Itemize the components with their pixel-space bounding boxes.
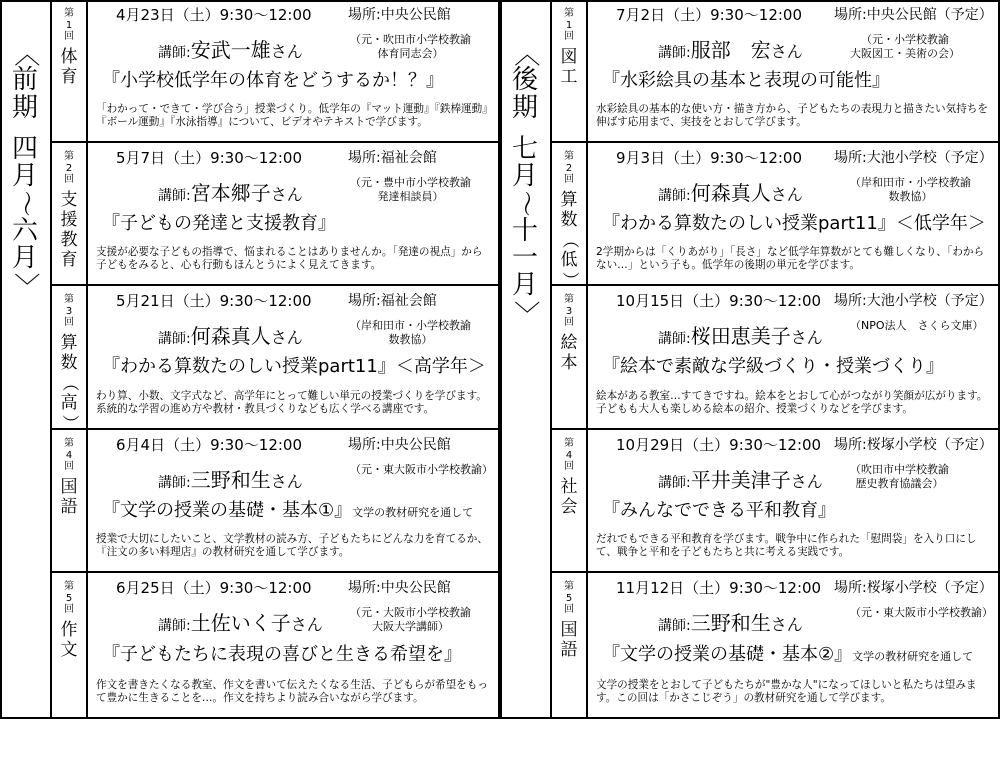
session-content [88, 573, 500, 719]
session-number-char: 回 [564, 604, 574, 615]
session-date: 5月21日（土）9:30〜12:00 [116, 292, 312, 310]
session-number [564, 8, 574, 43]
lecturer-affiliation [350, 463, 493, 477]
subject-char: 体 [60, 46, 78, 67]
lecturer-label: 講師: [658, 45, 691, 61]
lecturer [158, 177, 303, 206]
lecturer [658, 464, 823, 493]
affiliation-line: （元・東大阪市小学校教諭） [850, 606, 993, 619]
session-number-char: 第 [64, 581, 74, 592]
affiliation-line: （吹田市中学校教諭 [850, 463, 949, 476]
subject-char: 育 [60, 66, 78, 87]
lecturer [158, 464, 303, 493]
lecturer [658, 320, 823, 349]
session-theme [602, 352, 944, 378]
session-number-column [50, 286, 88, 432]
session-number-char: 回 [64, 174, 74, 185]
lecturer-label: 講師: [158, 45, 191, 61]
lecturer-label: 講師: [158, 331, 191, 347]
session-number-char: 第 [64, 151, 74, 162]
lecturer-affiliation [350, 319, 471, 347]
session-row [50, 0, 500, 143]
session-number [564, 151, 574, 186]
subject-char: 算 [560, 189, 578, 210]
session-date: 10月15日（土）9:30〜12:00 [616, 292, 822, 310]
period-title-char: 月 [11, 161, 38, 192]
lecturer [158, 320, 303, 349]
lecturer-name: 三野和生 [190, 468, 271, 492]
session-number-column [50, 430, 88, 571]
session-number-char: 4 [65, 449, 73, 461]
period-title-char: 〜 [510, 191, 541, 218]
affiliation-line: 大阪大学講師） [372, 619, 449, 633]
session-description: 作文を書きたくなる教室、作文を書いて伝えたくなる生活、子どもらが希望をもって豊かに生きることを…。作文を持ちより読み合いながら学びます。 [96, 679, 488, 705]
subject-label [61, 477, 78, 517]
lecturer [158, 607, 323, 636]
lecturer-affiliation [350, 33, 471, 61]
subject-char: 援 [60, 209, 78, 230]
subject-char: 図 [560, 46, 578, 67]
affiliation-line: （NPO法人 さくら文庫） [850, 319, 984, 332]
lecturer-label: 講師: [658, 475, 691, 491]
session-place: 場所:中央公民館（予定） [834, 7, 993, 23]
session-content [88, 430, 500, 571]
subject-char: ） [59, 414, 80, 432]
session-number-char: 第 [564, 294, 574, 305]
lecturer-honorific: さん [770, 185, 803, 204]
session-date: 10月29日（土）9:30〜12:00 [616, 436, 822, 454]
session-number-char: 第 [64, 294, 74, 305]
subject-char: 育 [60, 249, 78, 270]
affiliation-line: 発達相談員） [377, 189, 444, 203]
session-content [588, 143, 1000, 284]
subject-char: 高 [60, 392, 78, 413]
session-content [588, 286, 1000, 428]
affiliation-line: （元・豊中市小学校教諭 [350, 176, 471, 189]
affiliation-line: （元・東大阪市小学校教諭） [350, 463, 493, 476]
session-row [550, 286, 1000, 430]
lecturer [158, 34, 303, 63]
lecturer-affiliation [850, 33, 960, 61]
session-number-column [550, 286, 588, 428]
lecturer-affiliation [850, 606, 993, 620]
session-number-char: 第 [564, 581, 574, 592]
theme-title: 『わかる算数たのしい授業part11』＜高学年＞ [102, 356, 486, 378]
session-number [564, 438, 574, 473]
session-description: だれでもできる平和教育を学びます。戦争中に作られた「慰問袋」を入り口にして、戦争と平和を子どもたちと共に考える実践です。 [596, 533, 977, 559]
session-number-char: 第 [564, 151, 574, 162]
period-title-char: 〈 [10, 40, 41, 67]
session-number-char: 3 [65, 305, 73, 317]
session-number-column [550, 143, 588, 289]
period-title-char: 月 [11, 243, 38, 274]
session-number-char: 回 [64, 317, 74, 328]
session-theme [602, 640, 973, 666]
lecturer-name: 宮本郷子 [190, 181, 271, 205]
session-place: 場所:中央公民館 [348, 437, 451, 453]
session-row [550, 573, 1000, 719]
lecturer-honorific: さん [770, 615, 803, 634]
session-theme [602, 496, 836, 522]
session-row [50, 286, 500, 430]
subject-char: 算 [60, 332, 78, 353]
session-date: 11月12日（土）9:30〜12:00 [616, 579, 822, 597]
subject-label [561, 620, 578, 660]
session-date: 5月7日（土）9:30〜12:00 [116, 149, 302, 167]
lecturer-name: 何森真人 [190, 324, 271, 348]
session-description: 文学の授業をとおして子どもたちが"豊かな人"になってほしいと私たちは望みます。この回は「かさこじぞう」の教材研究を通して学びます。 [596, 679, 977, 705]
theme-title: 『みんなでできる平和教育』 [602, 499, 836, 521]
session-number-char: 第 [564, 8, 574, 19]
affiliation-line: 数教協） [388, 332, 433, 346]
session-row [50, 430, 500, 573]
subject-label [61, 190, 78, 270]
session-content [88, 0, 500, 141]
subject-char: 文 [60, 639, 78, 660]
subject-char: 支 [60, 189, 78, 210]
session-theme [102, 66, 444, 92]
session-number-char: 2 [565, 162, 573, 174]
lecturer-affiliation [350, 176, 471, 204]
theme-title: 『子どもたちに表現の喜びと生きる希望を』 [102, 644, 462, 666]
lecturer-affiliation [350, 606, 471, 634]
subject-char: 語 [60, 496, 78, 517]
affiliation-line: （元・小学校教諭 [861, 33, 949, 46]
lecturer-name: 土佐いく子 [190, 611, 291, 635]
session-content [588, 573, 1000, 719]
session-theme [102, 496, 473, 522]
theme-title: 『子どもの発達と支援教育』 [102, 212, 336, 234]
session-theme [102, 640, 462, 666]
session-number [64, 8, 74, 43]
session-theme [602, 209, 986, 235]
session-number-column [50, 573, 88, 719]
session-date: 4月23日（土）9:30〜12:00 [116, 6, 312, 24]
lecturer [658, 607, 803, 636]
lecturer-honorific: さん [270, 472, 303, 491]
session-number-column [550, 573, 588, 719]
left-period-title [0, 0, 50, 759]
lecturer-honorific: さん [270, 328, 303, 347]
lecturer [658, 34, 803, 63]
session-description: 授業で大切にしたいこと、文学教材の読み方、子どもたちにどんな力を育てるか、『注文の多い料理店』の教材研究を通して学びます。 [96, 533, 488, 559]
affiliation-line: 歴史教育協議会） [855, 476, 944, 490]
lecturer-name: 桜田恵美子 [690, 324, 791, 348]
session-date: 7月2日（土）9:30〜12:00 [616, 6, 802, 24]
theme-title: 『文学の授業の基礎・基本②』 [602, 644, 853, 666]
subject-label [61, 620, 78, 660]
lecturer-name: 平井美津子 [690, 468, 791, 492]
session-content [88, 143, 500, 284]
session-row [50, 143, 500, 286]
subject-char: 絵 [560, 332, 578, 353]
subject-char: 社 [560, 476, 578, 497]
session-number-char: 5 [65, 592, 73, 604]
session-place: 場所:中央公民館 [348, 580, 451, 596]
session-place: 場所:大池小学校（予定） [834, 293, 993, 309]
affiliation-line: （岸和田市・小学校教諭 [850, 176, 971, 189]
session-number [564, 581, 574, 616]
affiliation-line: 数教協） [888, 189, 933, 203]
session-number-char: 回 [564, 31, 574, 42]
theme-note: 文学の教材研究を通して [852, 650, 974, 664]
session-number-char: 回 [64, 604, 74, 615]
subject-char: 数 [560, 209, 578, 230]
session-row [550, 143, 1000, 289]
subject-char: 数 [60, 352, 78, 373]
session-content [88, 286, 500, 428]
session-row [50, 573, 500, 719]
lecturer-honorific: さん [270, 42, 303, 61]
lecturer-honorific: さん [290, 615, 323, 634]
period-title-char: 月 [511, 270, 538, 301]
session-description: 2学期からは「くりあがり」「長さ」など低学年算数がとても難しくなり、「わからない…」という子も。低学年の後期の単元を学びます。 [596, 246, 985, 272]
lecturer-affiliation [850, 176, 971, 204]
session-number-column [550, 430, 588, 571]
lecturer-name: 三野和生 [690, 611, 771, 635]
period-title-char: 前 [11, 65, 38, 96]
subject-char: 国 [60, 476, 78, 497]
subject-char: （ [559, 231, 580, 249]
session-place: 場所:桜塚小学校（予定） [834, 580, 993, 596]
session-number-char: 第 [64, 8, 74, 19]
subject-label [61, 333, 78, 433]
theme-note: 文学の教材研究を通して [352, 505, 474, 519]
session-theme [102, 352, 486, 378]
lecturer-label: 講師: [658, 618, 691, 634]
subject-char: 低 [560, 249, 578, 270]
session-row [550, 430, 1000, 573]
period-title-char: 〉 [510, 300, 541, 327]
session-content [588, 430, 1000, 571]
lecturer-honorific: さん [270, 185, 303, 204]
affiliation-line: 体育同志会） [377, 46, 444, 60]
session-description: 支援が必要な子どもの指導で、悩まれることはありませんか。「発達の視点」から子どもをみると、心も行動もほんとうによく見えてきます。 [96, 246, 483, 272]
lecturer [658, 177, 803, 206]
period-title-char: 六 [11, 215, 38, 246]
lecturer-label: 講師: [158, 188, 191, 204]
subject-label [561, 47, 578, 87]
subject-label [561, 333, 578, 373]
right-period-title [500, 0, 550, 759]
session-number [564, 294, 574, 329]
session-number-char: 回 [564, 317, 574, 328]
lecturer-label: 講師: [158, 618, 191, 634]
session-description: 絵本がある教室…すてきですね。絵本をとおして心がつながり笑顔が広がります。子どもも大人も楽しめる絵本の紹介、授業づくりなどを学びます。 [596, 390, 988, 416]
session-number [64, 294, 74, 329]
affiliation-line: （元・大阪市小学校教諭 [350, 606, 471, 619]
session-number-column [50, 143, 88, 284]
theme-title: 『絵本で素敵な学級づくり・授業づくり』 [602, 356, 944, 378]
session-date: 6月4日（土）9:30〜12:00 [116, 436, 302, 454]
session-number-char: 4 [565, 449, 573, 461]
theme-title: 『小学校低学年の体育をどうするか！？』 [102, 69, 444, 91]
session-number [64, 581, 74, 616]
lecturer-name: 何森真人 [690, 181, 771, 205]
subject-char: 工 [560, 66, 578, 87]
subject-char: 本 [560, 352, 578, 373]
subject-char: ） [559, 271, 580, 289]
lecturer-honorific: さん [770, 42, 803, 61]
session-number-char: 第 [564, 438, 574, 449]
lecturer-affiliation [850, 463, 949, 491]
session-number [64, 151, 74, 186]
theme-title: 『わかる算数たのしい授業part11』＜低学年＞ [602, 212, 986, 234]
session-number-column [50, 0, 88, 141]
session-place: 場所:桜塚小学校（予定） [834, 437, 993, 453]
session-date: 6月25日（土）9:30〜12:00 [116, 579, 312, 597]
period-title-char: 〜 [10, 191, 41, 218]
period-title-char: 四 [11, 133, 38, 164]
subject-label [561, 477, 578, 517]
session-description: 「わかって・できて・学び合う」授業づくり。低学年の『マット運動』『鉄棒運動』『ボール運動』『水泳指導』について、ビデオやテキストで学びます。 [96, 103, 488, 129]
session-number-column [550, 0, 588, 141]
session-place: 場所:福祉会館 [348, 150, 437, 166]
theme-title: 『水彩絵具の基本と表現の可能性』 [602, 69, 890, 91]
affiliation-line: 大阪図工・美術の会） [850, 46, 960, 60]
session-number-char: 回 [64, 461, 74, 472]
period-title-char: 〉 [10, 273, 41, 300]
session-place: 場所:福祉会館 [348, 293, 437, 309]
session-theme [602, 66, 890, 92]
session-number-char: 3 [565, 305, 573, 317]
affiliation-line: （元・吹田市小学校教諭 [350, 33, 471, 46]
session-number-char: 1 [565, 19, 573, 31]
lecturer-label: 講師: [158, 475, 191, 491]
lecturer-label: 講師: [658, 188, 691, 204]
subject-char: （ [59, 374, 80, 392]
session-number [64, 438, 74, 473]
subject-label [61, 47, 78, 87]
period-title-char: 後 [511, 65, 538, 96]
lecturer-label: 講師: [658, 331, 691, 347]
session-number-char: 第 [64, 438, 74, 449]
session-date: 9月3日（土）9:30〜12:00 [616, 149, 802, 167]
subject-label [561, 190, 578, 290]
subject-char: 作 [60, 619, 78, 640]
session-row [550, 0, 1000, 143]
period-title-char: 月 [511, 161, 538, 192]
session-description: わり算、小数、文字式など、高学年にとって難しい単元の授業づくりを学びます。系統的な学習の進め方や教材・教具づくりなども広く学べる講座です。 [96, 390, 487, 416]
lecturer-affiliation [850, 319, 984, 333]
session-description: 水彩絵具の基本的な使い方・描き方から、子どもたちの表現力と描きたい気持ちを伸ばす応用まで、実技をとおして学びます。 [596, 103, 988, 129]
session-number-char: 回 [64, 31, 74, 42]
period-title-char: 期 [11, 92, 38, 123]
session-place: 場所:大池小学校（予定） [834, 150, 993, 166]
lecturer-name: 服部 宏 [690, 38, 771, 62]
subject-char: 教 [60, 229, 78, 250]
session-number-char: 2 [65, 162, 73, 174]
session-number-char: 回 [564, 174, 574, 185]
period-title-char: 〈 [510, 40, 541, 67]
session-number-char: 5 [565, 592, 573, 604]
session-theme [102, 209, 336, 235]
session-place: 場所:中央公民館 [348, 7, 451, 23]
theme-title: 『文学の授業の基礎・基本①』 [102, 499, 353, 521]
lecturer-name: 安武一雄 [190, 38, 271, 62]
lecturer-honorific: さん [790, 472, 823, 491]
subject-char: 語 [560, 639, 578, 660]
subject-char: 会 [560, 496, 578, 517]
subject-char: 国 [560, 619, 578, 640]
session-content [588, 0, 1000, 141]
session-number-char: 回 [564, 461, 574, 472]
session-number-char: 1 [65, 19, 73, 31]
period-title-char: 期 [511, 92, 538, 123]
period-title-char: 七 [511, 133, 538, 164]
period-title-char: 十 [511, 215, 538, 246]
affiliation-line: （岸和田市・小学校教諭 [350, 319, 471, 332]
period-title-char: 一 [511, 243, 538, 274]
lecturer-honorific: さん [790, 328, 823, 347]
